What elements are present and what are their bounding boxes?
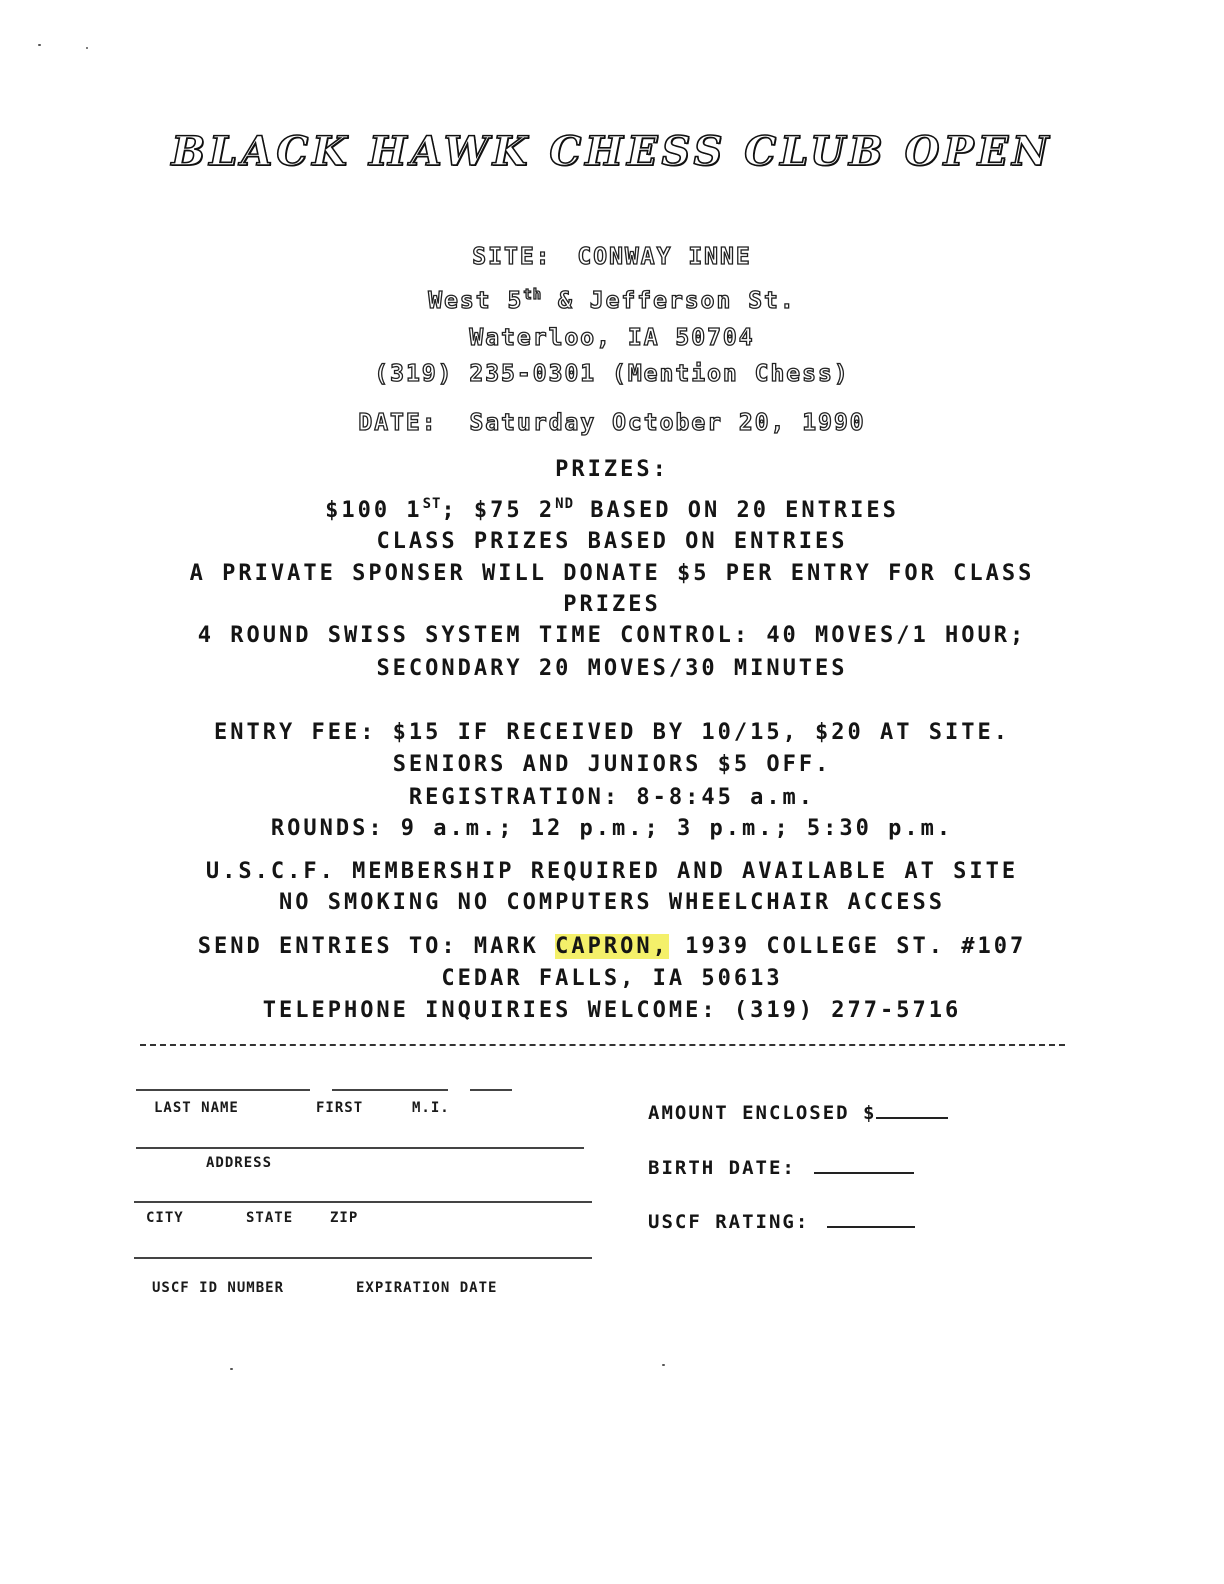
date-label: DATE:	[358, 410, 438, 436]
uscf-rating-field	[648, 1210, 915, 1233]
uscf-id-label: USCF ID NUMBER	[152, 1280, 285, 1296]
prize-second-sup: ND	[555, 496, 574, 512]
zip-label: ZIP	[330, 1210, 359, 1226]
telephone-line: TELEPHONE INQUIRIES WELCOME: (319) 277-5716	[262, 998, 962, 1023]
scan-speck	[38, 44, 41, 46]
discount-line: SENIORS AND JUNIORS $5 OFF.	[392, 752, 832, 777]
address-label: ADDRESS	[206, 1155, 273, 1171]
registration-line: REGISTRATION: 8-8:45 a.m.	[408, 785, 816, 810]
amount-enclosed-label: AMOUNT ENCLOSED $	[648, 1102, 877, 1124]
birth-date-field	[648, 1156, 914, 1179]
site-city: Waterloo, IA 50704	[469, 325, 755, 351]
prize-first-sup: ST	[422, 496, 442, 512]
prizes-line-1	[0, 496, 1224, 523]
site-street-pre: West 5	[428, 288, 524, 314]
site-name: CONWAY INNE	[577, 244, 752, 270]
site-line	[0, 244, 1224, 270]
site-street	[0, 287, 1224, 314]
uscf-rating-blank[interactable]	[827, 1210, 915, 1228]
rounds-line: ROUNDS: 9 a.m.; 12 p.m.; 3 p.m.; 5:30 p.m.	[270, 816, 954, 841]
date-line	[0, 410, 1224, 436]
site-street-sup: th	[523, 287, 543, 303]
prize-basis: BASED ON 20 ENTRIES	[574, 498, 899, 523]
cut-line	[140, 1044, 1065, 1046]
prize-second: ; $75 2	[441, 498, 556, 523]
first-name-line[interactable]	[332, 1089, 448, 1091]
site-phone: (319) 235-0301 (Mention Chess)	[374, 361, 850, 387]
prizes-line-4: PRIZES	[563, 592, 661, 617]
scan-speck	[662, 1364, 665, 1366]
last-name-line[interactable]	[136, 1089, 310, 1091]
send-suffix: 1939 COLLEGE ST. #107	[668, 934, 1027, 959]
send-city-line: CEDAR FALLS, IA 50613	[441, 966, 783, 991]
prizes-heading: PRIZES:	[555, 457, 669, 482]
uscf-id-line[interactable]	[134, 1257, 592, 1259]
send-entries-line	[0, 934, 1224, 959]
state-label: STATE	[246, 1210, 294, 1226]
time-control-line: 4 ROUND SWISS SYSTEM TIME CONTROL: 40 MOVES/1 HOUR;	[197, 623, 1027, 648]
amount-enclosed-field	[648, 1101, 948, 1124]
city-label: CITY	[146, 1210, 184, 1226]
prizes-line-3: A PRIVATE SPONSER WILL DONATE $5 PER ENTRY FOR CLASS	[189, 561, 1035, 586]
last-name-label: LAST NAME	[154, 1100, 239, 1116]
first-name-label: FIRST	[316, 1100, 364, 1116]
address-line[interactable]	[136, 1147, 584, 1149]
uscf-rating-label: USCF RATING:	[648, 1211, 810, 1233]
amount-enclosed-blank[interactable]	[876, 1101, 948, 1119]
site-street-post: & Jefferson St.	[542, 288, 796, 314]
scan-speck	[86, 47, 88, 49]
mi-line[interactable]	[470, 1089, 512, 1091]
entry-fee-line: ENTRY FEE: $15 IF RECEIVED BY 10/15, $20 AT SITE.	[213, 720, 1010, 745]
mi-label: M.I.	[412, 1100, 450, 1116]
membership-line: U.S.C.F. MEMBERSHIP REQUIRED AND AVAILABLE AT SITE	[205, 859, 1019, 884]
secondary-control-line: SECONDARY 20 MOVES/30 MINUTES	[376, 656, 848, 681]
expiration-label: EXPIRATION DATE	[356, 1280, 498, 1296]
city-state-zip-line[interactable]	[134, 1201, 592, 1203]
date-value: Saturday October 20, 1990	[469, 410, 866, 436]
send-prefix: SEND ENTRIES TO: MARK	[197, 934, 556, 959]
scan-speck	[230, 1368, 233, 1370]
prize-first: $100 1	[325, 498, 423, 523]
birth-date-label: BIRTH DATE:	[648, 1157, 796, 1179]
flyer-title: BLACK HAWK CHESS CLUB OPEN	[171, 128, 1053, 175]
prizes-line-2: CLASS PRIZES BASED ON ENTRIES	[376, 529, 848, 554]
highlighted-name: CAPRON,	[555, 934, 669, 959]
birth-date-blank[interactable]	[814, 1156, 914, 1174]
rules-line: NO SMOKING NO COMPUTERS WHEELCHAIR ACCESS	[278, 890, 946, 915]
site-label: SITE:	[472, 244, 552, 270]
